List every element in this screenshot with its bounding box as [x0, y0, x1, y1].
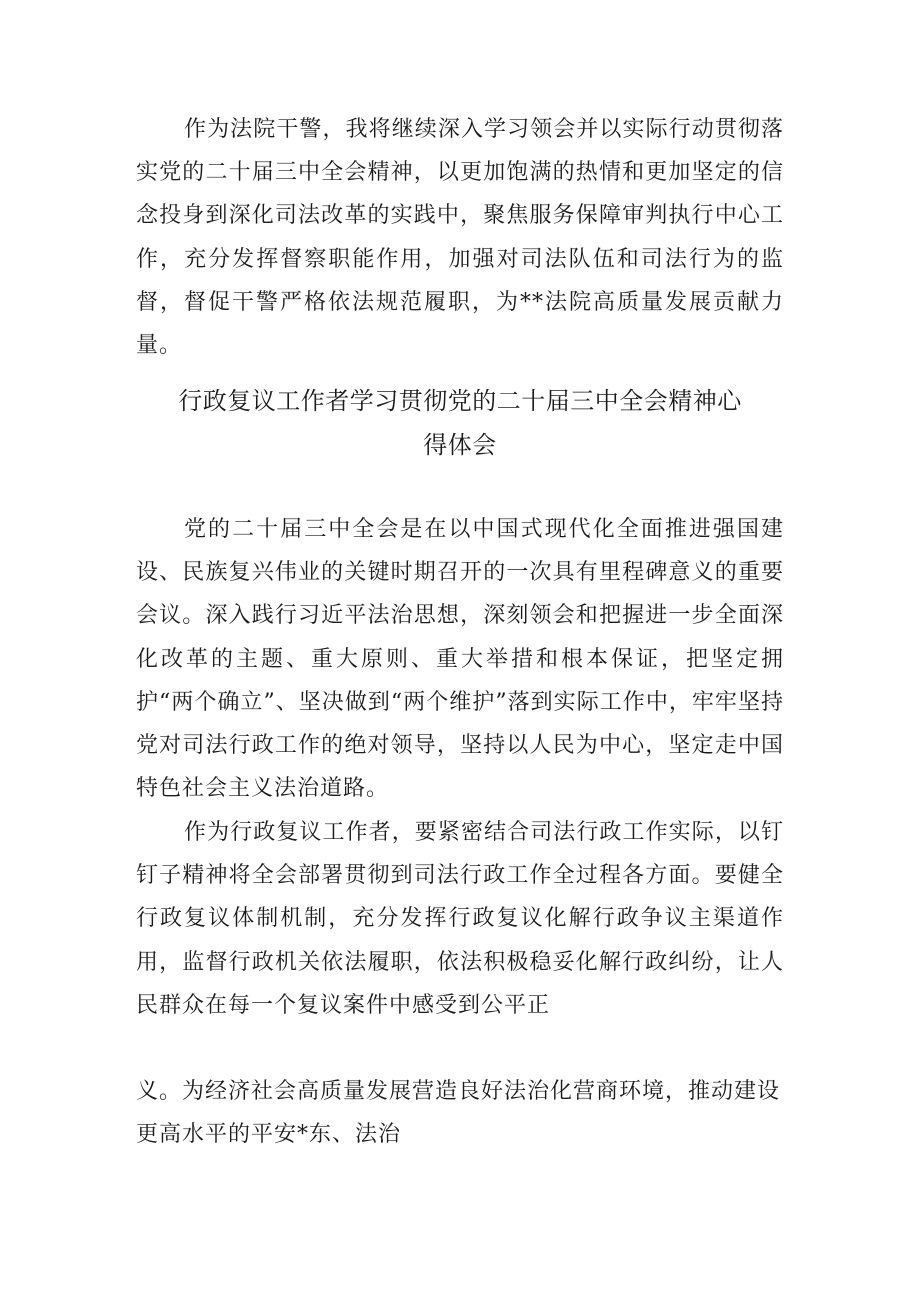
- paragraph-court-officer: 作为法院干警，我将继续深入学习领会并以实际行动贯彻落实党的二十届三中全会精神，以更加饱满的热情和更加坚定的信念投身到深化司法改革的实践中，聚焦服务保障审判执行中心工作，充分发挥督察职能作用，加强对司法队伍和司法行为的监督，督促干警严格依法规范履职，为**法院高质量发展贡献力量。: [136, 117, 784, 359]
- paragraph-continuation: 义。为经济社会高质量发展营造良好法治化营商环境，推动建设更高水平的平安*东、法治: [136, 1079, 781, 1148]
- article-title-line-2: 得体会: [423, 431, 497, 459]
- paragraph-reconsideration-work: 作为行政复议工作者，要紧密结合司法行政工作实际，以钉钉子精神将全会部署贯彻到司法行政工作全过程各方面。要健全行政复议体制机制，充分发挥行政复议化解行政争议主渠道作用，监督行政机关依法履职，依法积极稳妥化解行政纠纷，让人民群众在每一个复议案件中感受到公平正: [136, 820, 784, 1018]
- paragraph-plenum-significance: 党的二十届三中全会是在以中国式现代化全面推进强国建设、民族复兴伟业的关键时期召开的一次具有里程碑意义的重要会议。深入践行习近平法治思想，深刻领会和把握进一步全面深化改革的主题、重大原则、重大举措和根本保证，把坚定拥护“两个确立”、坚决做到“两个维护”落到实际工作中，牢牢坚持党对司法行政工作的绝对领导，坚持以人民为中心，坚定走中国特色社会主义法治道路。: [136, 517, 784, 802]
- article-title-line-1: 行政复议工作者学习贯彻党的二十届三中全会精神心: [178, 387, 742, 415]
